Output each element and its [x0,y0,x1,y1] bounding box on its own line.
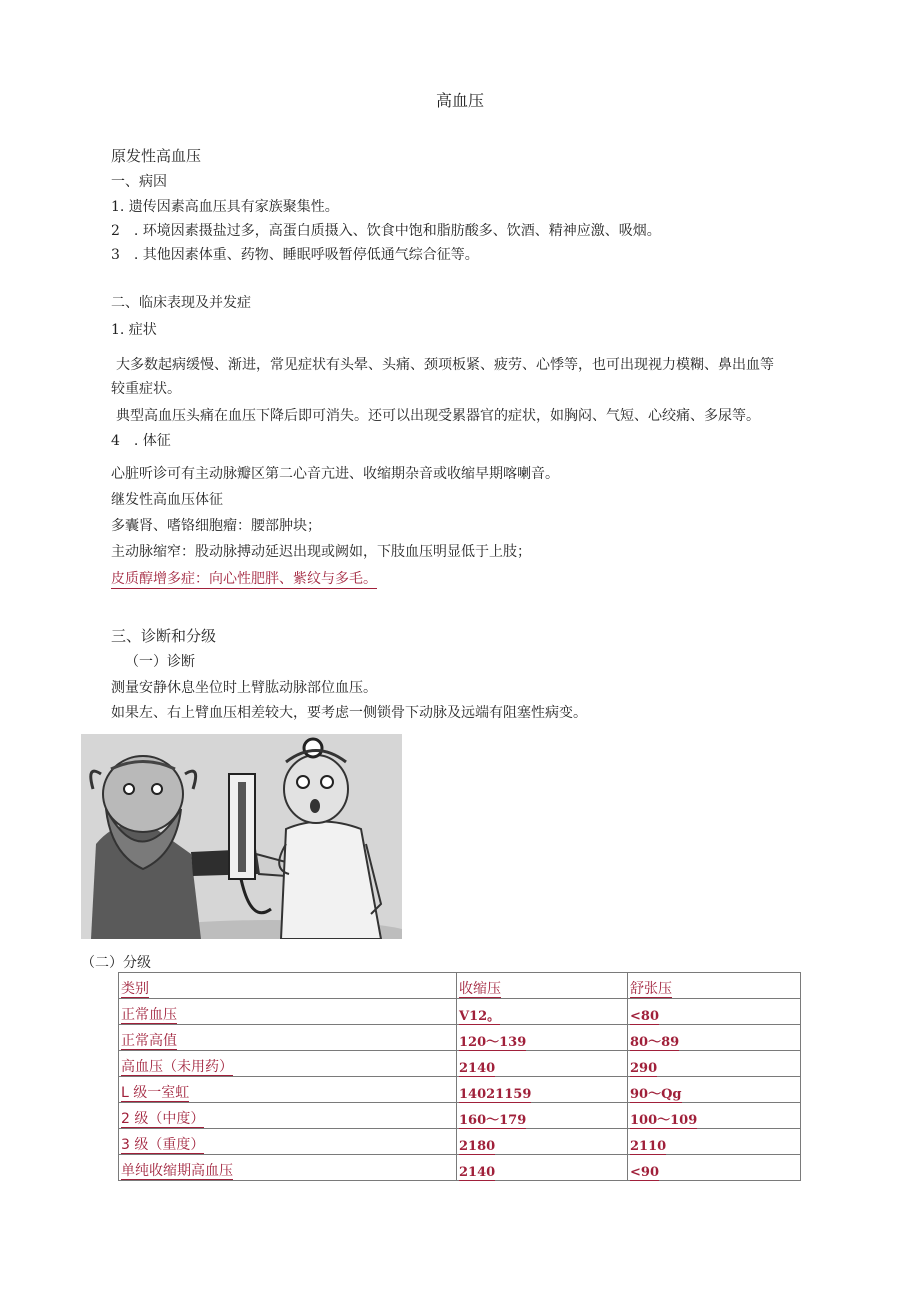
row-category: 单纯收缩期高血压 [119,1155,457,1181]
diagnosis-heading: 三、诊断和分级 [111,627,217,645]
diagnosis-subheading: （一）诊断 [125,654,195,670]
symptom-paragraph-line-2: 较重症状。 [111,381,181,397]
row-diastolic: <80 [628,999,801,1025]
signs-heading: 4 . 体征 [111,433,171,449]
row-diastolic: <90 [628,1155,801,1181]
symptom-heading: 1. 症状 [111,322,157,338]
page-title: 高血压 [435,91,484,110]
sign-line-4: 主动脉缩窄：股动脉搏动延迟出现或阙如，下肢血压明显低于上肢； [111,544,531,560]
row-systolic: 120～139 [457,1025,628,1051]
row-diastolic: 80～89 [628,1025,801,1051]
row-systolic: V12。 [457,999,628,1025]
table-row [119,999,801,1025]
table-row [119,1129,801,1155]
sign-line-3: 多囊肾、嗜铬细胞瘤：腰部肿块； [111,518,321,534]
table-row [119,1025,801,1051]
row-diastolic: 100～109 [628,1103,801,1129]
table-row [119,1103,801,1129]
row-diastolic: 290 [628,1051,801,1077]
row-category: 高血压（未用药） [119,1051,457,1077]
cause-item-1: 1. 遗传因素高血压具有家族聚集性。 [111,199,339,215]
table-row [119,1077,801,1103]
symptom-paragraph-line-1: 大多数起病缓慢、渐进，常见症状有头晕、头痛、颈项板紧、疲劳、心悸等，也可出现视力模糊、鼻出血等 [116,357,774,373]
headache-paragraph: 典型高血压头痛在血压下降后即可消失。还可以出现受累器官的症状，如胸闷、气短、心绞痛、多尿等。 [116,408,760,424]
header-systolic: 收缩压 [457,973,628,999]
bp-grading-table [118,972,801,1181]
clinical-heading: 二、临床表现及并发症 [111,295,251,311]
grading-heading: （二）分级 [81,955,151,971]
row-systolic: 14021159 [457,1077,628,1103]
row-systolic: 2140 [457,1155,628,1181]
row-category: 正常血压 [119,999,457,1025]
row-systolic: 160～179 [457,1103,628,1129]
header-diastolic: 舒张压 [628,973,801,999]
cause-item-2: 2 . 环境因素摄盐过多，高蛋白质摄入、饮食中饱和脂肪酸多、饮酒、精神应激、吸烟。 [111,223,661,239]
highlight-line [111,571,377,588]
row-systolic: 2180 [457,1129,628,1155]
cause-heading: 一、病因 [111,174,167,190]
sign-line-2: 继发性高血压体征 [111,492,223,508]
diagnosis-line-2: 如果左、右上臂血压相差较大，要考虑一侧锁骨下动脉及远端有阻塞性病变。 [111,705,587,721]
row-category: L 级一室虹 [119,1077,457,1103]
table-row [119,1051,801,1077]
row-diastolic: 90～Qg [628,1077,801,1103]
table-header-row [119,973,801,999]
row-category: 正常高值 [119,1025,457,1051]
diagnosis-line-1: 测量安静休息坐位时上臂肱动脉部位血压。 [111,680,377,696]
cause-item-3: 3 . 其他因素体重、药物、睡眠呼吸暂停低通气综合征等。 [111,247,479,263]
sign-line-1: 心脏听诊可有主动脉瓣区第二心音亢进、收缩期杂音或收缩早期喀喇音。 [111,466,559,482]
row-systolic: 2140 [457,1051,628,1077]
section-heading: 原发性高血压 [111,147,202,165]
header-category: 类别 [119,973,457,999]
row-category: 3 级（重度） [119,1129,457,1155]
blood-pressure-illustration [81,734,402,939]
table-row [119,1155,801,1181]
row-diastolic: 2110 [628,1129,801,1155]
highlight-text: 皮质醇增多症：向心性肥胖、紫纹与多毛。 [111,571,377,587]
row-category: 2 级（中度） [119,1103,457,1129]
